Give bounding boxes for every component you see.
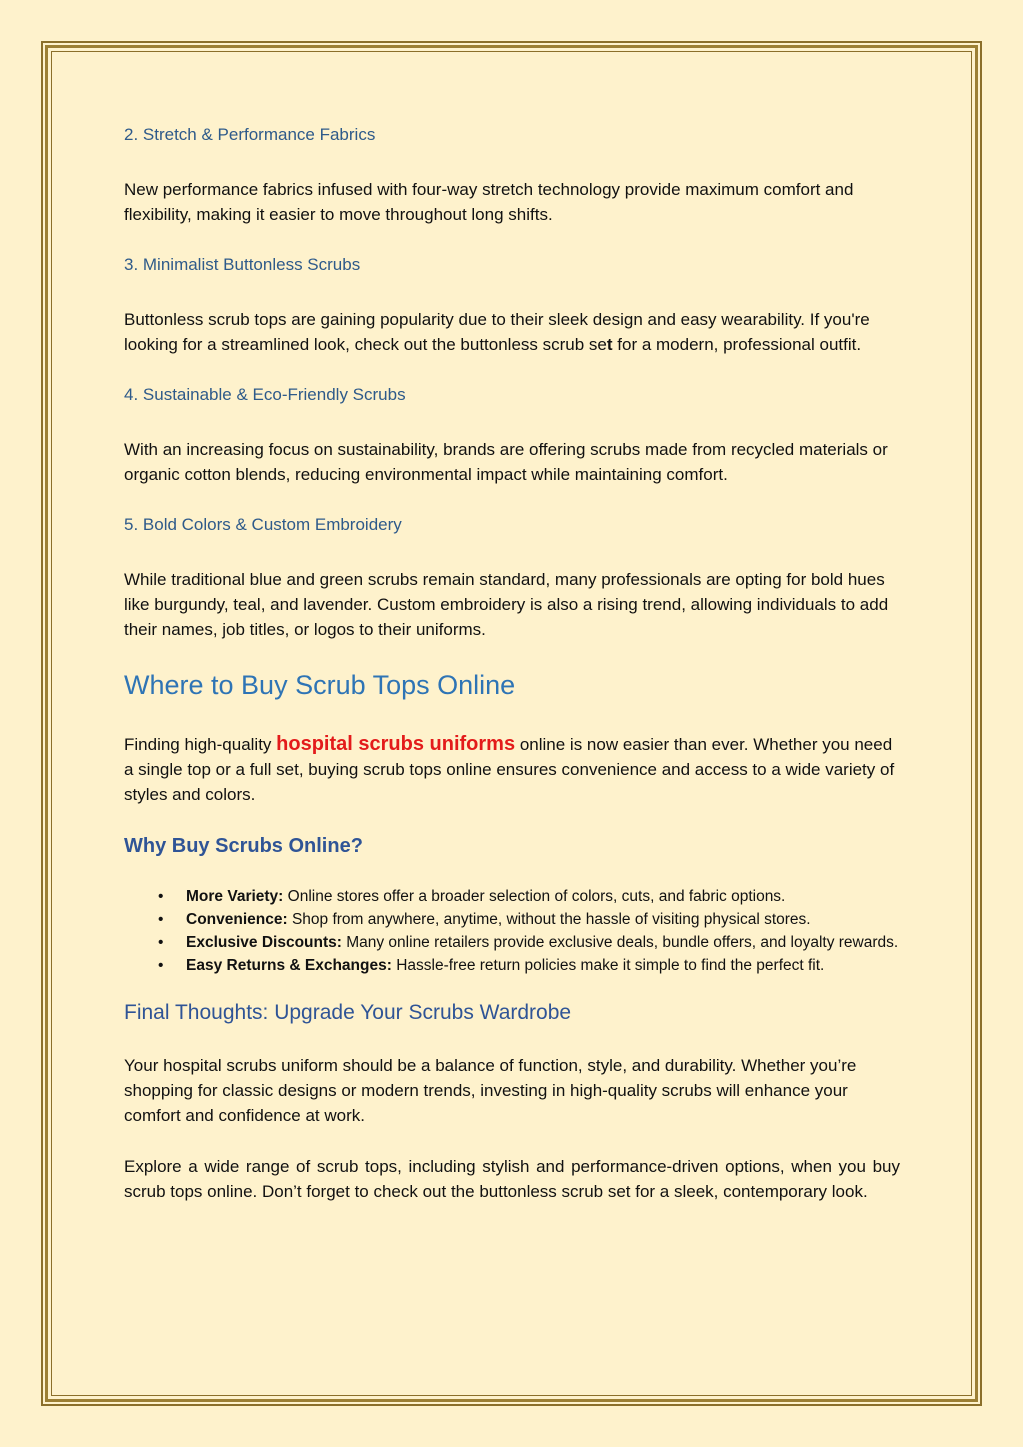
hospital-scrubs-link[interactable]: hospital scrubs uniforms <box>276 733 516 755</box>
section-4-body: With an increasing focus on sustainability, brands are offering scrubs made from recycled materials or organic cotton blends, reducing environmental impact while maintaining comfort. <box>124 440 888 484</box>
final-thoughts-body-1: Your hospital scrubs uniform should be a balance of function, style, and durability. Whether you’re shopping for classic designs or modern trends, investing in high-quality scrubs will enhance your comfort and confidence at work. <box>124 1056 857 1125</box>
list-item-label: Convenience: <box>186 911 288 928</box>
where-to-buy-heading: Where to Buy Scrub Tops Online <box>124 670 516 700</box>
where-to-buy-body <box>124 732 900 807</box>
list-item <box>158 931 900 954</box>
list-item <box>158 954 900 977</box>
list-item-text: Hassle-free return policies make it simple to find the perfect fit. <box>391 957 825 974</box>
list-item-text: Many online retailers provide exclusive deals, bundle offers, and loyalty rewards. <box>341 934 899 951</box>
final-thoughts-heading: Final Thoughts: Upgrade Your Scrubs Wardrobe <box>124 1001 572 1024</box>
why-buy-heading: Why Buy Scrubs Online? <box>124 835 363 857</box>
section-3-body <box>124 307 900 357</box>
list-item <box>158 885 900 908</box>
list-item-text: Online stores offer a broader selection of colors, cuts, and fabric options. <box>283 888 786 905</box>
list-item-label: Exclusive Discounts: <box>186 934 342 951</box>
list-item-text: Shop from anywhere, anytime, without the hassle of visiting physical stores. <box>287 911 811 928</box>
why-buy-list <box>124 885 900 977</box>
section-4-title: 4. Sustainable & Eco-Friendly Scrubs <box>124 385 406 404</box>
section-3-title: 3. Minimalist Buttonless Scrubs <box>124 255 361 274</box>
section-5-body: While traditional blue and green scrubs remain standard, many professionals are opting for bold hues like burgundy, teal, and lavender. Custom embroidery is also a rising trend, allowing individuals to add their names, job titles, or logos to their uniforms. <box>124 570 889 639</box>
list-item <box>158 908 900 931</box>
list-item-label: Easy Returns & Exchanges: <box>186 957 392 974</box>
section-3-body-bold: t <box>606 335 613 354</box>
list-item-label: More Variety: <box>186 888 284 905</box>
bullet-icon: • <box>158 888 164 905</box>
where-body-post: online is now easier than ever. Whether you need a single top or a full set, buying scrub tops online ensures convenience and access to a wide variety of styles and colors. <box>124 735 895 804</box>
bullet-icon: • <box>158 957 164 974</box>
where-body-pre: Finding high-quality <box>124 735 277 754</box>
section-2-title: 2. Stretch & Performance Fabrics <box>124 125 376 144</box>
document-content <box>124 123 900 1230</box>
section-3-body-end: for a modern, professional outfit. <box>612 335 862 354</box>
section-3-body-text: Buttonless scrub tops are gaining popularity due to their sleek design and easy wearability. If you're looking for a streamlined look, check out the buttonless scrub se <box>124 310 870 354</box>
bullet-icon: • <box>158 934 164 951</box>
section-5-title: 5. Bold Colors & Custom Embroidery <box>124 515 402 534</box>
bullet-icon: • <box>158 911 164 928</box>
section-2-body: New performance fabrics infused with four-way stretch technology provide maximum comfort and flexibility, making it easier to move throughout long shifts. <box>124 180 854 224</box>
final-thoughts-body-2: Explore a wide range of scrub tops, including stylish and performance-driven options, when you buy scrub tops online. Don’t forget to check out the buttonless scrub set for a sleek, contemporary look. <box>124 1157 900 1201</box>
